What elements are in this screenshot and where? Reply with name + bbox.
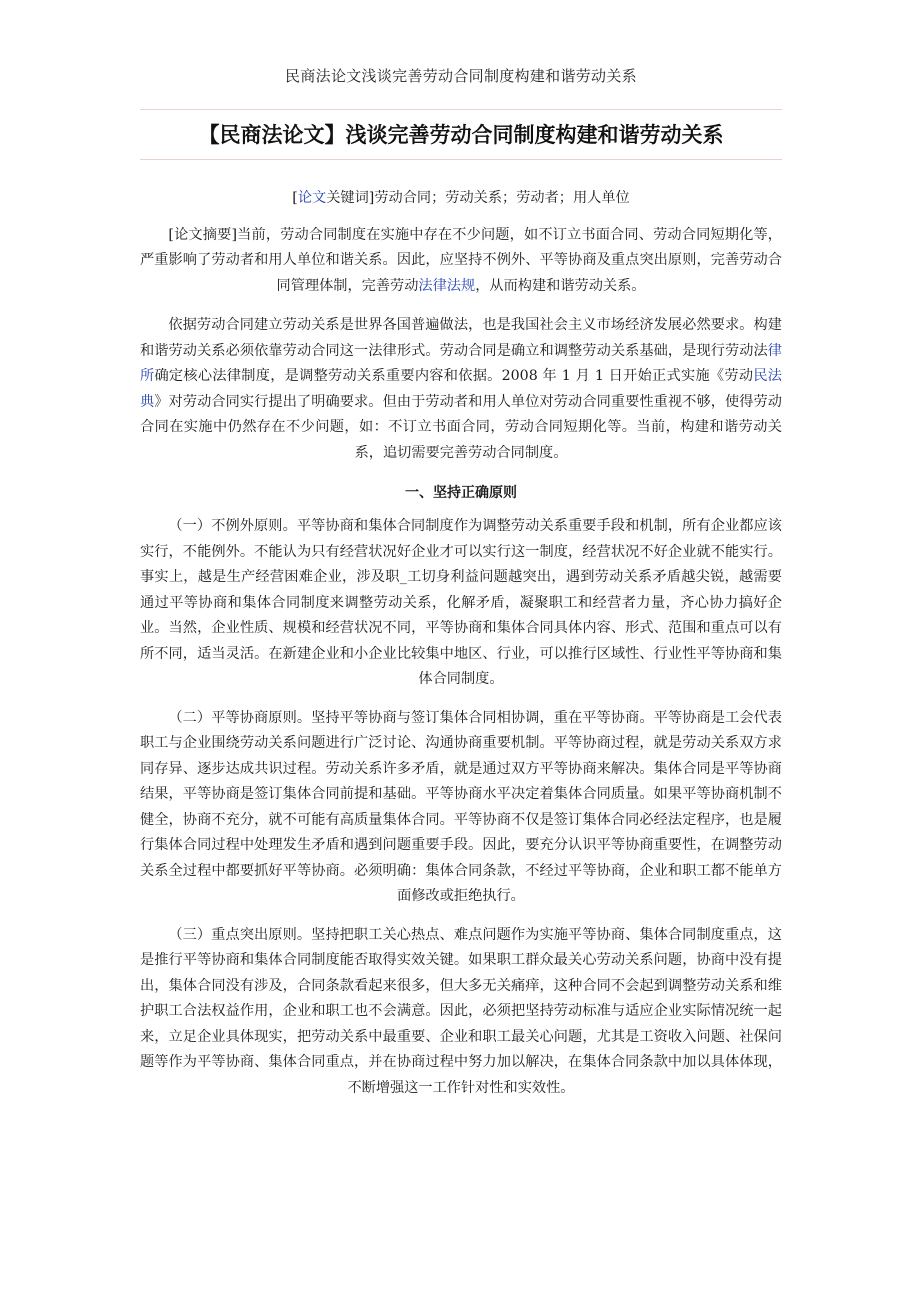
abstract-text-after: ，从而构建和谐劳动关系。	[475, 277, 646, 294]
document-page	[140, 0, 782, 1101]
running-header: 民商法论文浅谈完善劳动合同制度构建和谐劳动关系	[285, 67, 637, 85]
intro-text-1: 依据劳动合同建立劳动关系是世界各国普遍做法，也是我国社会主义市场经济发展必然要求。构建和谐劳动关系必须依靠劳动合同这一法律形式。劳动合同是确立和调整劳动关系基础，是现行劳动法	[140, 317, 782, 359]
header-divider	[140, 109, 782, 110]
title-divider	[140, 159, 782, 160]
section-heading-1: 一、坚持正确原则	[405, 485, 517, 501]
principle-paragraph-2: （二）平等协商原则。坚持平等协商与签订集体合同相协调，重在平等协商。平等协商是工会代表职工与企业围绕劳动关系问题进行广泛讨论、沟通协商重要机制。平等协商过程，就是劳动关系双方求同存异、逐步达成共识过程。劳动关系许多矛盾，就是通过双方平等协商来解决。集体合同是平等协商结果，平等协商是签订集体合同前提和基础。平等协商水平决定着集体合同质量。如果平等协商机制不健全，协商不充分，就不可能有高质量集体合同。平等协商不仅是签订集体合同必经法定程序，也是履行集体合同过程中处理发生矛盾和遇到问题重要手段。因此，要充分认识平等协商重要性，在调整劳动关系全过程中都要抓好平等协商。必须明确：集体合同条款，不经过平等协商，企业和职工都不能单方面修改或拒绝执行。	[140, 709, 782, 904]
principle-paragraph-1: （一）不例外原则。平等协商和集体合同制度作为调整劳动关系重要手段和机制，所有企业都应该实行，不能例外。不能认为只有经营状况好企业才可以实行这一制度，经营状况不好企业就不能实行。事实上，越是生产经营困难企业，涉及职_工切身利益问题越突出，遇到劳动关系矛盾越尖锐，越需要通过平等协商和集体合同制度来调整劳动关系，化解矛盾，凝聚职工和经营者力量，齐心协力搞好企业。当然，企业性质、规模和经营状况不同，平等协商和集体合同具体内容、形式、范围和重点可以有所不同，适当灵活。在新建企业和小企业比较集中地区、行业，可以推行区域性、行业性平等协商和集体合同制度。	[140, 518, 782, 687]
intro-text-3: 》对劳动合同实行提出了明确要求。但由于劳动者和用人单位对劳动合同重要性重视不够，使得劳动合同在实施中仍然存在不少问题，如：不订立书面合同，劳动合同短期化等。当前，构建和谐劳动关系，追切需要完善劳动合同制度。	[140, 393, 782, 461]
principle-paragraph-3: （三）重点突出原则。坚持把职工关心热点、难点问题作为实施平等协商、集体合同制度重点，这是推行平等协商和集体合同制度能否取得实效关键。如果职工群众最关心劳动关系问题，协商中没有提出，集体合同没有涉及，合同条款看起来很多，但大多无关痛痒，这种合同不会起到调整劳动关系和维护职工合法权益作用，企业和职工也不会满意。因此，必须把坚持劳动标准与适应企业实际情况统一起来，立足企业具体现实，把劳动关系中最重要、企业和职工最关心问题，尤其是工资收入问题、社保问题等作为平等协商、集体合同重点，并在协商过程中努力加以解决，在集体合同条款中加以具体体现，不断增强这一工作针对性和实效性。	[140, 926, 782, 1096]
keywords-text: 关键词]劳动合同；劳动关系；劳动者；用人单位	[326, 190, 630, 206]
document-title: 【民商法论文】浅谈完善劳动合同制度构建和谐劳动关系	[198, 123, 724, 147]
keywords-line	[140, 186, 782, 212]
intro-civil-code-link[interactable]: 民法典	[140, 368, 782, 410]
abstract-paragraph	[140, 223, 782, 300]
abstract-text-before: [论文摘要]当前，劳动合同制度在实施中存在不少问题，如不订立书面合同、劳动合同短期化等，严重影响了劳动者和用人单位和谐关系。因此，应坚持不例外、平等协商及重点突出原则，完善劳动合同管理体制，完善劳动	[140, 226, 782, 294]
keywords-link[interactable]: 论文	[297, 190, 327, 206]
intro-text-2: 确定核心法律制度，是调整劳动关系重要内容和依据。2008 年 1 月 1 日开始正式实施《劳动	[154, 368, 754, 384]
keywords-bracket: [	[292, 190, 298, 206]
abstract-law-link[interactable]: 法律法规	[418, 277, 476, 294]
intro-paragraph	[140, 313, 782, 466]
intro-lawfirm-link[interactable]: 律所	[140, 342, 782, 384]
